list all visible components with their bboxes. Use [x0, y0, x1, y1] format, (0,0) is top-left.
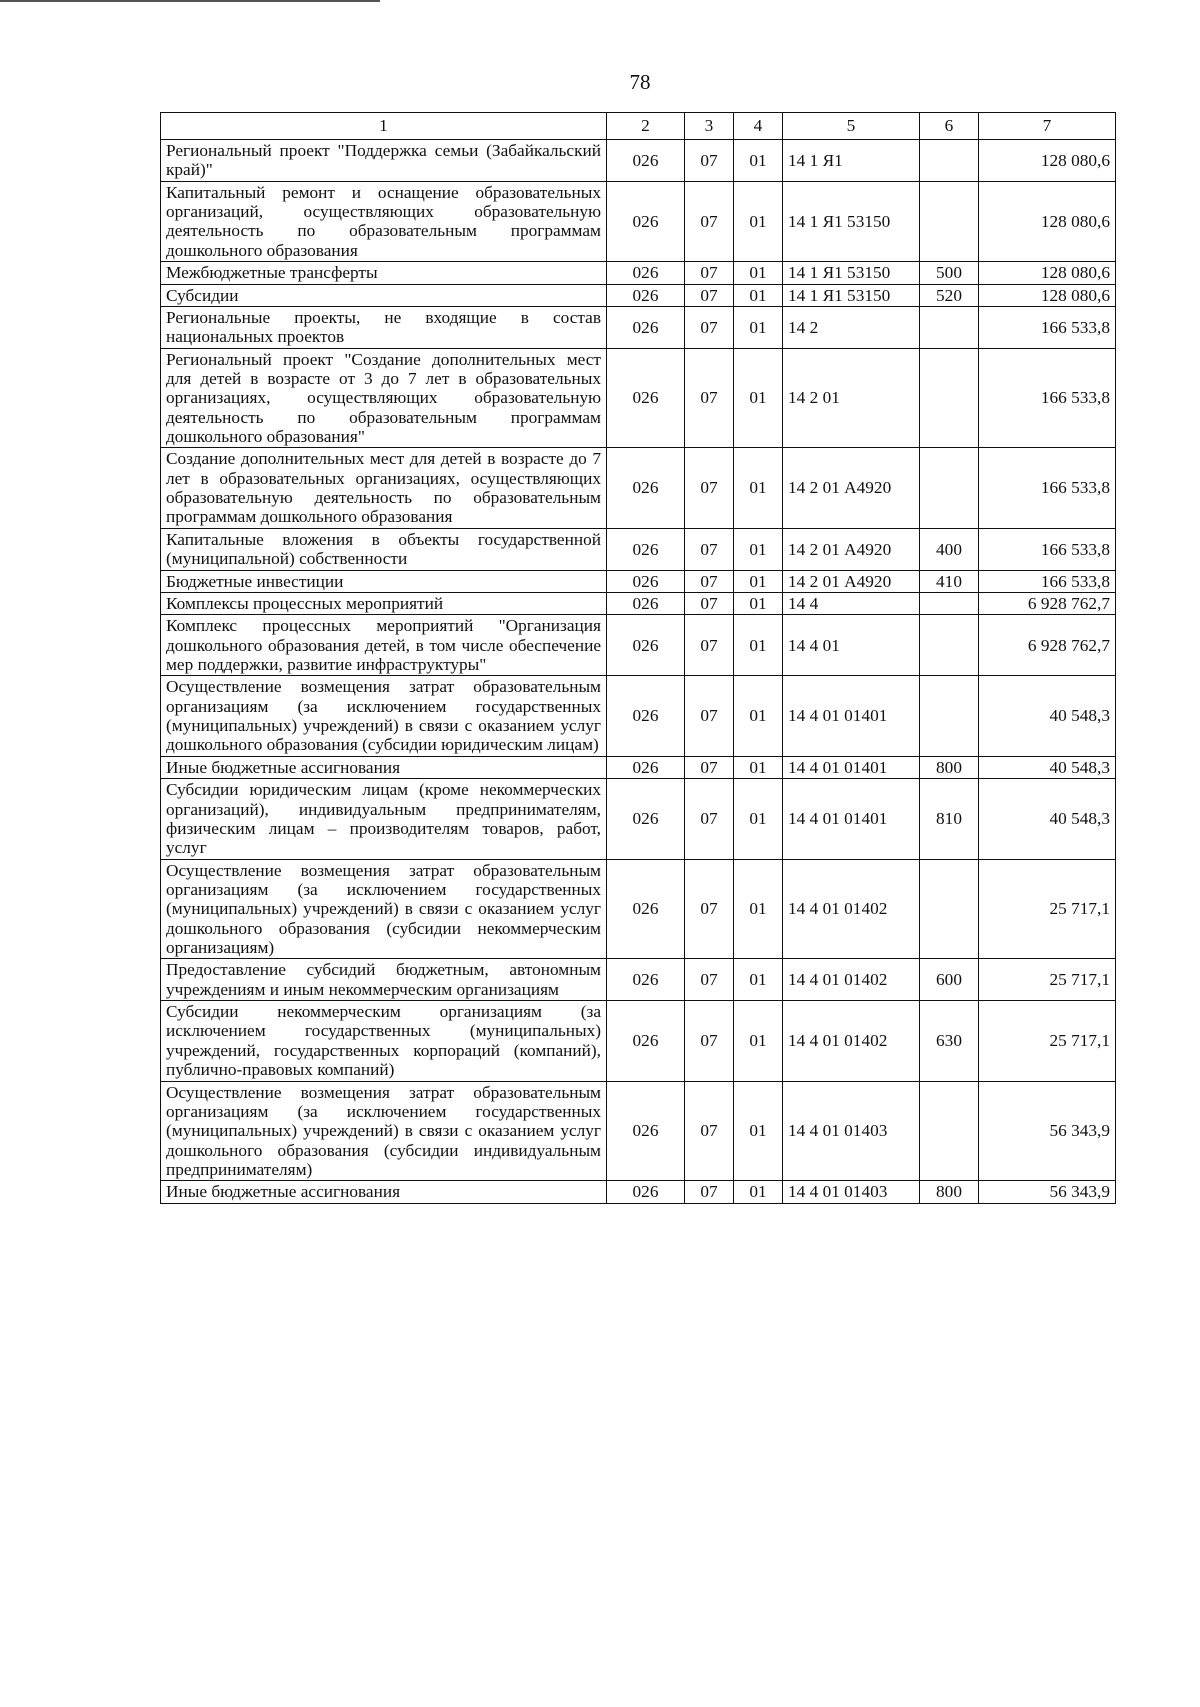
- row-section-cell: 07: [685, 140, 734, 182]
- row-subsection-cell: 01: [734, 1001, 783, 1081]
- row-section-cell: 07: [685, 306, 734, 348]
- row-amount-cell: 25 717,1: [979, 859, 1116, 959]
- row-name-cell: Субсидии юридическим лицам (кроме некоммерческих организаций), индивидуальным предпринимателям, физическим лицам – производителям товаров, работ, услуг: [161, 779, 607, 859]
- row-name-cell: Межбюджетные трансферты: [161, 262, 607, 284]
- table-row: [161, 779, 1116, 859]
- row-expense-type-cell: [920, 306, 979, 348]
- header-cell-3: 3: [685, 113, 734, 140]
- table-body: [161, 140, 1116, 1204]
- row-grbs-cell: 026: [607, 779, 685, 859]
- row-target-article-cell: 14 2 01 А4920: [783, 570, 920, 592]
- row-expense-type-cell: 500: [920, 262, 979, 284]
- row-name-cell: Капитальные вложения в объекты государственной (муниципальной) собственности: [161, 528, 607, 570]
- row-section-cell: 07: [685, 959, 734, 1001]
- row-name-cell: Региональные проекты, не входящие в состав национальных проектов: [161, 306, 607, 348]
- row-grbs-cell: 026: [607, 306, 685, 348]
- row-grbs-cell: 026: [607, 859, 685, 959]
- row-grbs-cell: 026: [607, 262, 685, 284]
- row-section-cell: 07: [685, 181, 734, 261]
- row-expense-type-cell: [920, 140, 979, 182]
- row-subsection-cell: 01: [734, 1181, 783, 1203]
- row-amount-cell: 128 080,6: [979, 181, 1116, 261]
- row-target-article-cell: 14 1 Я1 53150: [783, 284, 920, 306]
- row-amount-cell: 166 533,8: [979, 348, 1116, 448]
- row-expense-type-cell: [920, 592, 979, 614]
- row-subsection-cell: 01: [734, 592, 783, 614]
- table-header: [161, 113, 1116, 140]
- row-section-cell: 07: [685, 570, 734, 592]
- row-amount-cell: 6 928 762,7: [979, 615, 1116, 676]
- row-amount-cell: 128 080,6: [979, 262, 1116, 284]
- row-grbs-cell: 026: [607, 140, 685, 182]
- row-amount-cell: 25 717,1: [979, 1001, 1116, 1081]
- row-name-cell: Осуществление возмещения затрат образовательным организациям (за исключением государственных (муниципальных) учреждений) в связи с оказанием услуг дошкольного образования (субсидии юридическим лицам): [161, 676, 607, 756]
- header-cell-4: 4: [734, 113, 783, 140]
- row-expense-type-cell: [920, 1081, 979, 1181]
- scan-edge-line: [0, 0, 380, 2]
- row-subsection-cell: 01: [734, 284, 783, 306]
- row-section-cell: 07: [685, 1081, 734, 1181]
- table-row: [161, 615, 1116, 676]
- row-amount-cell: 166 533,8: [979, 448, 1116, 528]
- row-section-cell: 07: [685, 676, 734, 756]
- row-subsection-cell: 01: [734, 262, 783, 284]
- budget-table: [160, 112, 1116, 1204]
- table-row: [161, 348, 1116, 448]
- row-target-article-cell: 14 4 01 01401: [783, 779, 920, 859]
- row-subsection-cell: 01: [734, 140, 783, 182]
- row-grbs-cell: 026: [607, 348, 685, 448]
- row-expense-type-cell: 600: [920, 959, 979, 1001]
- row-name-cell: Региональный проект "Поддержка семьи (Забайкальский край)": [161, 140, 607, 182]
- row-amount-cell: 40 548,3: [979, 756, 1116, 778]
- table-row: [161, 181, 1116, 261]
- header-cell-6: 6: [920, 113, 979, 140]
- row-amount-cell: 40 548,3: [979, 676, 1116, 756]
- row-subsection-cell: 01: [734, 306, 783, 348]
- row-grbs-cell: 026: [607, 592, 685, 614]
- row-target-article-cell: 14 4: [783, 592, 920, 614]
- row-subsection-cell: 01: [734, 676, 783, 756]
- table-row: [161, 859, 1116, 959]
- row-subsection-cell: 01: [734, 859, 783, 959]
- row-section-cell: 07: [685, 615, 734, 676]
- row-expense-type-cell: 520: [920, 284, 979, 306]
- row-section-cell: 07: [685, 859, 734, 959]
- row-subsection-cell: 01: [734, 181, 783, 261]
- row-expense-type-cell: [920, 676, 979, 756]
- row-target-article-cell: 14 1 Я1 53150: [783, 262, 920, 284]
- row-name-cell: Иные бюджетные ассигнования: [161, 756, 607, 778]
- row-subsection-cell: 01: [734, 1081, 783, 1181]
- row-section-cell: 07: [685, 756, 734, 778]
- row-subsection-cell: 01: [734, 779, 783, 859]
- row-grbs-cell: 026: [607, 448, 685, 528]
- table-row: [161, 1001, 1116, 1081]
- row-name-cell: Предоставление субсидий бюджетным, автономным учреждениям и иным некоммерческим организациям: [161, 959, 607, 1001]
- row-expense-type-cell: 630: [920, 1001, 979, 1081]
- row-grbs-cell: 026: [607, 1001, 685, 1081]
- page-number: 78: [629, 70, 651, 94]
- row-amount-cell: 25 717,1: [979, 959, 1116, 1001]
- header-cell-7: 7: [979, 113, 1116, 140]
- row-expense-type-cell: 810: [920, 779, 979, 859]
- row-section-cell: 07: [685, 1181, 734, 1203]
- row-section-cell: 07: [685, 528, 734, 570]
- row-amount-cell: 128 080,6: [979, 140, 1116, 182]
- row-subsection-cell: 01: [734, 615, 783, 676]
- row-name-cell: Осуществление возмещения затрат образовательным организациям (за исключением государственных (муниципальных) учреждений) в связи с оказанием услуг дошкольного образования (субсидии индивидуальным предпринимателям): [161, 1081, 607, 1181]
- row-grbs-cell: 026: [607, 1181, 685, 1203]
- row-name-cell: Иные бюджетные ассигнования: [161, 1181, 607, 1203]
- row-target-article-cell: 14 2 01: [783, 348, 920, 448]
- table-row: [161, 528, 1116, 570]
- row-expense-type-cell: [920, 181, 979, 261]
- row-target-article-cell: 14 2 01 А4920: [783, 528, 920, 570]
- row-grbs-cell: 026: [607, 570, 685, 592]
- table-row: [161, 262, 1116, 284]
- row-target-article-cell: 14 2 01 А4920: [783, 448, 920, 528]
- table-row: [161, 756, 1116, 778]
- table-row: [161, 140, 1116, 182]
- table-row: [161, 676, 1116, 756]
- row-subsection-cell: 01: [734, 959, 783, 1001]
- row-target-article-cell: 14 4 01 01402: [783, 859, 920, 959]
- row-grbs-cell: 026: [607, 615, 685, 676]
- row-expense-type-cell: [920, 348, 979, 448]
- table-row: [161, 284, 1116, 306]
- row-name-cell: Бюджетные инвестиции: [161, 570, 607, 592]
- row-amount-cell: 6 928 762,7: [979, 592, 1116, 614]
- row-target-article-cell: 14 4 01 01402: [783, 959, 920, 1001]
- header-cell-2: 2: [607, 113, 685, 140]
- row-section-cell: 07: [685, 284, 734, 306]
- row-section-cell: 07: [685, 779, 734, 859]
- row-name-cell: Комплексы процессных мероприятий: [161, 592, 607, 614]
- row-amount-cell: 166 533,8: [979, 306, 1116, 348]
- header-row: [161, 113, 1116, 140]
- row-subsection-cell: 01: [734, 448, 783, 528]
- row-grbs-cell: 026: [607, 959, 685, 1001]
- row-subsection-cell: 01: [734, 348, 783, 448]
- row-target-article-cell: 14 4 01 01403: [783, 1081, 920, 1181]
- table-row: [161, 1181, 1116, 1203]
- row-section-cell: 07: [685, 592, 734, 614]
- row-expense-type-cell: 800: [920, 756, 979, 778]
- row-target-article-cell: 14 4 01 01403: [783, 1181, 920, 1203]
- row-expense-type-cell: [920, 448, 979, 528]
- row-grbs-cell: 026: [607, 756, 685, 778]
- row-expense-type-cell: [920, 615, 979, 676]
- row-target-article-cell: 14 4 01: [783, 615, 920, 676]
- table-row: [161, 570, 1116, 592]
- table-row: [161, 306, 1116, 348]
- row-grbs-cell: 026: [607, 1081, 685, 1181]
- header-cell-1: 1: [161, 113, 607, 140]
- table-row: [161, 959, 1116, 1001]
- row-target-article-cell: 14 2: [783, 306, 920, 348]
- row-target-article-cell: 14 1 Я1 53150: [783, 181, 920, 261]
- row-name-cell: Субсидии: [161, 284, 607, 306]
- row-amount-cell: 56 343,9: [979, 1081, 1116, 1181]
- row-name-cell: Осуществление возмещения затрат образовательным организациям (за исключением государственных (муниципальных) учреждений) в связи с оказанием услуг дошкольного образования (субсидии некоммерческим организациям): [161, 859, 607, 959]
- row-section-cell: 07: [685, 348, 734, 448]
- row-target-article-cell: 14 4 01 01401: [783, 676, 920, 756]
- row-grbs-cell: 026: [607, 181, 685, 261]
- row-amount-cell: 166 533,8: [979, 570, 1116, 592]
- row-subsection-cell: 01: [734, 756, 783, 778]
- row-amount-cell: 56 343,9: [979, 1181, 1116, 1203]
- row-name-cell: Региональный проект "Создание дополнительных мест для детей в возрасте от 3 до 7 лет в образовательных организациях, осуществляющих образовательную деятельность по образовательным программам дошкольного образования": [161, 348, 607, 448]
- row-subsection-cell: 01: [734, 570, 783, 592]
- row-amount-cell: 166 533,8: [979, 528, 1116, 570]
- row-grbs-cell: 026: [607, 284, 685, 306]
- row-name-cell: Комплекс процессных мероприятий "Организация дошкольного образования детей, в том числе обеспечение мер поддержки, развитие инфраструктуры": [161, 615, 607, 676]
- row-name-cell: Субсидии некоммерческим организациям (за исключением государственных (муниципальных) учреждений, государственных корпораций (компаний), публично-правовых компаний): [161, 1001, 607, 1081]
- row-amount-cell: 40 548,3: [979, 779, 1116, 859]
- table-row: [161, 1081, 1116, 1181]
- row-section-cell: 07: [685, 262, 734, 284]
- row-section-cell: 07: [685, 448, 734, 528]
- row-subsection-cell: 01: [734, 528, 783, 570]
- header-cell-5: 5: [783, 113, 920, 140]
- table-row: [161, 448, 1116, 528]
- row-expense-type-cell: 800: [920, 1181, 979, 1203]
- row-expense-type-cell: 410: [920, 570, 979, 592]
- row-name-cell: Создание дополнительных мест для детей в возрасте до 7 лет в образовательных организациях, осуществляющих образовательную деятельность по образовательным программам дошкольного образования: [161, 448, 607, 528]
- row-grbs-cell: 026: [607, 528, 685, 570]
- row-name-cell: Капитальный ремонт и оснащение образовательных организаций, осуществляющих образовательную деятельность по образовательным программам дошкольного образования: [161, 181, 607, 261]
- row-expense-type-cell: [920, 859, 979, 959]
- row-target-article-cell: 14 1 Я1: [783, 140, 920, 182]
- row-amount-cell: 128 080,6: [979, 284, 1116, 306]
- table-row: [161, 592, 1116, 614]
- row-section-cell: 07: [685, 1001, 734, 1081]
- row-target-article-cell: 14 4 01 01401: [783, 756, 920, 778]
- row-target-article-cell: 14 4 01 01402: [783, 1001, 920, 1081]
- row-expense-type-cell: 400: [920, 528, 979, 570]
- row-grbs-cell: 026: [607, 676, 685, 756]
